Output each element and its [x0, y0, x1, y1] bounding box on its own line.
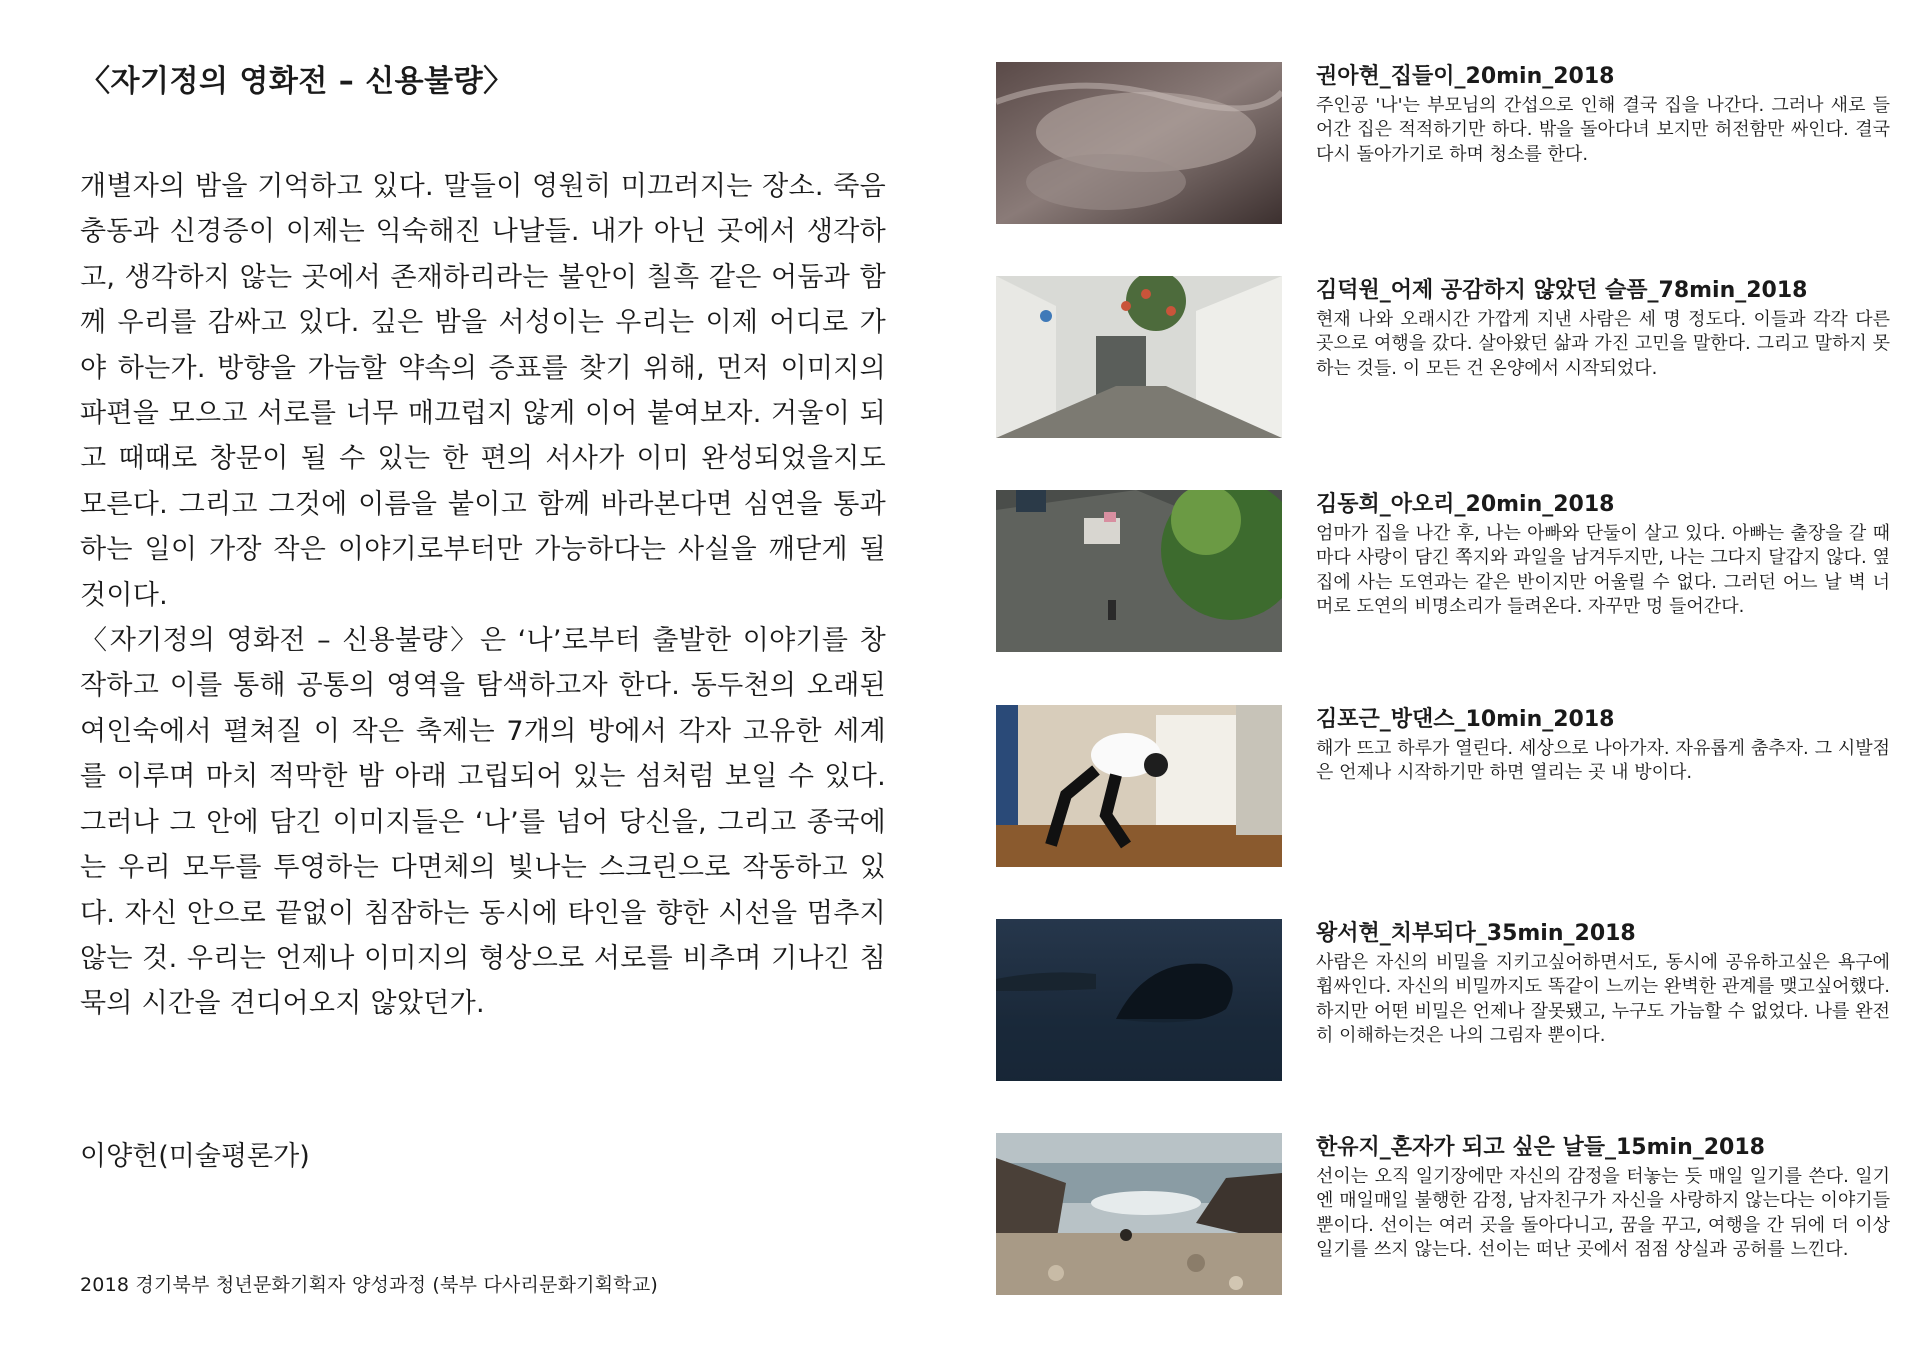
- film-title: 김덕원_어제 공감하지 않았던 슬픔_78min_2018: [1316, 278, 1808, 303]
- film-description: 현재 나와 오래시간 가깝게 지낸 사람은 세 명 정도다. 이들과 각각 다른 곳으로 여행을 갔다. 살아왔던 삶과 가진 고민을 말한다. 그리고 말하지 못하는 것들. 이 모든 건 온양에서 시작되었다.: [1316, 309, 1890, 379]
- page-title: 〈자기정의 영화전 – 신용불량〉: [80, 64, 514, 99]
- film-still-image: [996, 705, 1282, 867]
- film-description: 선이는 오직 일기장에만 자신의 감정을 터놓는 듯 매일 일기를 쓴다. 일기엔 매일매일 불행한 감정, 남자친구가 자신을 사랑하지 않는다는 이야기들뿐이다. 선이는 여러 곳을 돌아다니고, 꿈을 꾸고, 여행을 간 뒤에 더 이상 일기를 쓰지 않는다. 선이는 떠난 곳에서 점점 상실과 공허를 느낀다.: [1316, 1166, 1890, 1261]
- footer-credit: 2018 경기북부 청년문화기획자 양성과정 (북부 다사리문화기획학교): [80, 1274, 658, 1296]
- film-description: 사람은 자신의 비밀을 지키고싶어하면서도, 동시에 공유하고싶은 욕구에 휩싸인다. 자신의 비밀까지도 똑같이 느끼는 완벽한 관계를 맺고싶어했다. 하지만 어떤 비밀은 언제나 잘못됐고, 누구도 가늠할 수 없었다. 나를 완전히 이해하는것은 나의 그림자 뿐이다.: [1316, 952, 1890, 1047]
- film-entry: [996, 705, 1900, 867]
- essay-paragraph-2: 〈자기정의 영화전 – 신용불량〉은 ‘나’로부터 출발한 이야기를 창작하고 이를 통해 공통의 영역을 탐색하고자 한다. 동두천의 오래된 여인숙에서 펼쳐질 이 작은 축제는 7개의 방에서 각자 고유한 세계를 이루며 마치 적막한 밤 아래 고립되어 있는 섬처럼 보일 수 있다. 그러나 그 안에 담긴 이미지들은 ‘나’를 넘어 당신을, 그리고 종국에는 우리 모두를 투영하는 다면체의 빛나는 스크린으로 작동하고 있다. 자신 안으로 끝없이 침잠하는 동시에 타인을 향한 시선을 멈추지 않는 것. 우리는 언제나 이미지의 형상으로 서로를 비추며 기나긴 침묵의 시간을 견디어오지 않았던가.: [80, 625, 886, 1020]
- film-title: 권아현_집들이_20min_2018: [1316, 64, 1615, 89]
- essay-paragraph-1: 개별자의 밤을 기억하고 있다. 말들이 영원히 미끄러지는 장소. 죽음충동과 신경증이 이제는 익숙해진 나날들. 내가 아닌 곳에서 생각하고, 생각하지 않는 곳에서 존재하리라는 불안이 칠흑 같은 어둠과 함께 우리를 감싸고 있다. 깊은 밤을 서성이는 우리는 이제 어디로 가야 하는가. 방향을 가늠할 약속의 증표를 찾기 위해, 먼저 이미지의 파편을 모으고 서로를 너무 매끄럽지 않게 이어 붙여보자. 거울이 되고 때때로 창문이 될 수 있는 한 편의 서사가 이미 완성되었을지도 모른다. 그리고 그것에 이름을 붙이고 함께 바라본다면 심연을 통과하는 일이 가장 작은 이야기로부터만 가능하다는 사실을 깨닫게 될 것이다.: [80, 171, 886, 611]
- film-still-image: [996, 919, 1282, 1081]
- film-title: 왕서현_치부되다_35min_2018: [1316, 921, 1636, 946]
- film-still-image: [996, 1133, 1282, 1295]
- film-description: 엄마가 집을 나간 후, 나는 아빠와 단둘이 살고 있다. 아빠는 출장을 갈 때마다 사랑이 담긴 쪽지와 과일을 남겨두지만, 나는 그다지 달갑지 않다. 옆집에 사는 도연과는 같은 반이지만 어울릴 수 없다. 그러던 어느 날 벽 너머로 도연의 비명소리가 들려온다. 자꾸만 멍 들어간다.: [1316, 523, 1890, 618]
- film-entry: [996, 62, 1900, 224]
- film-entry: [996, 1133, 1900, 1295]
- film-title: 김동희_아오리_20min_2018: [1316, 492, 1615, 517]
- film-description: 주인공 '나'는 부모님의 간섭으로 인해 결국 집을 나간다. 그러나 새로 들어간 집은 적적하기만 하다. 밖을 돌아다녀 보지만 허전함만 싸인다. 결국 다시 돌아가기로 하며 청소를 한다.: [1316, 95, 1890, 165]
- film-description: 해가 뜨고 하루가 열린다. 세상으로 나아가자. 자유롭게 춤추자. 그 시발점은 언제나 시작하기만 하면 열리는 곳 내 방이다.: [1316, 738, 1890, 784]
- film-entry: [996, 276, 1900, 438]
- film-still-image: [996, 62, 1282, 224]
- film-entry: [996, 490, 1900, 652]
- film-still-image: [996, 276, 1282, 438]
- essay-author: 이양헌(미술평론가): [80, 1141, 310, 1172]
- film-entry: [996, 919, 1900, 1081]
- essay: [80, 164, 886, 1027]
- film-title: 김포근_방댄스_10min_2018: [1316, 707, 1615, 732]
- film-still-image: [996, 490, 1282, 652]
- film-title: 한유지_혼자가 되고 싶은 날들_15min_2018: [1316, 1135, 1765, 1160]
